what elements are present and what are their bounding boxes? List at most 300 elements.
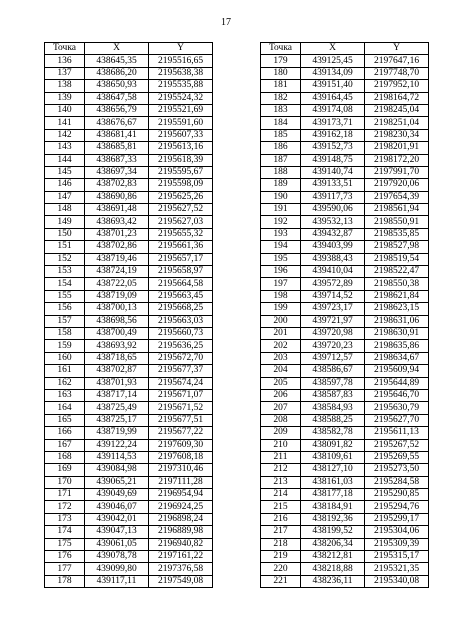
cell-y: 2198172,20	[365, 154, 429, 166]
cell-point: 141	[45, 117, 85, 129]
cell-point: 218	[261, 538, 301, 550]
cell-y: 2195671,07	[149, 389, 213, 401]
cell-x: 438206,34	[301, 538, 365, 550]
cell-x: 439432,87	[301, 228, 365, 240]
table-row	[45, 551, 213, 563]
cell-x: 438687,33	[85, 154, 149, 166]
cell-y: 2197748,70	[365, 67, 429, 79]
table-row	[45, 204, 213, 216]
cell-x: 438690,86	[85, 191, 149, 203]
cell-x: 438588,25	[301, 414, 365, 426]
cell-point: 166	[45, 427, 85, 439]
cell-y: 2195671,52	[149, 402, 213, 414]
cell-y: 2198230,34	[365, 129, 429, 141]
table-row	[261, 513, 429, 525]
cell-point: 216	[261, 513, 301, 525]
table-row	[45, 216, 213, 228]
cell-x: 439078,78	[85, 551, 149, 563]
cell-x: 438681,41	[85, 129, 149, 141]
table-row	[45, 278, 213, 290]
cell-y: 2195668,25	[149, 303, 213, 315]
cell-point: 185	[261, 129, 301, 141]
cell-x: 439133,51	[301, 179, 365, 191]
cell-point: 165	[45, 414, 85, 426]
cell-y: 2195644,89	[365, 377, 429, 389]
cell-point: 221	[261, 575, 301, 587]
cell-point: 197	[261, 278, 301, 290]
cell-y: 2198634,67	[365, 352, 429, 364]
table-row	[45, 513, 213, 525]
cell-y: 2195267,52	[365, 439, 429, 451]
cell-y: 2198630,91	[365, 327, 429, 339]
cell-point: 137	[45, 67, 85, 79]
cell-point: 171	[45, 489, 85, 501]
cell-y: 2195638,38	[149, 67, 213, 79]
table-row	[261, 451, 429, 463]
cell-point: 174	[45, 526, 85, 538]
table-row	[261, 563, 429, 575]
cell-point: 169	[45, 464, 85, 476]
cell-point: 202	[261, 340, 301, 352]
cell-point: 204	[261, 365, 301, 377]
cell-x: 439410,04	[301, 266, 365, 278]
cell-x: 438650,93	[85, 80, 149, 92]
cell-point: 170	[45, 476, 85, 488]
cell-point: 210	[261, 439, 301, 451]
cell-y: 2197376,58	[149, 563, 213, 575]
table-header-row	[45, 43, 213, 55]
cell-x: 439712,57	[301, 352, 365, 364]
cell-point: 146	[45, 179, 85, 191]
cell-y: 2198527,98	[365, 241, 429, 253]
cell-point: 151	[45, 241, 85, 253]
table-row	[45, 327, 213, 339]
cell-x: 439174,08	[301, 104, 365, 116]
cell-point: 153	[45, 266, 85, 278]
cell-point: 155	[45, 290, 85, 302]
cell-point: 147	[45, 191, 85, 203]
cell-y: 2197920,06	[365, 179, 429, 191]
cell-x: 438686,20	[85, 67, 149, 79]
cell-y: 2195294,76	[365, 501, 429, 513]
cell-x: 439148,75	[301, 154, 365, 166]
cell-x: 439162,18	[301, 129, 365, 141]
cell-x: 438701,93	[85, 377, 149, 389]
cell-point: 154	[45, 278, 85, 290]
cell-point: 195	[261, 253, 301, 265]
table-row	[45, 402, 213, 414]
cell-x: 438725,49	[85, 402, 149, 414]
cell-y: 2195646,70	[365, 389, 429, 401]
table-row	[261, 464, 429, 476]
cell-y: 2195661,36	[149, 241, 213, 253]
table-row	[261, 241, 429, 253]
cell-x: 438161,03	[301, 476, 365, 488]
cell-x: 438702,86	[85, 241, 149, 253]
cell-x: 439403,99	[301, 241, 365, 253]
cell-point: 201	[261, 327, 301, 339]
table-row	[45, 266, 213, 278]
cell-point: 193	[261, 228, 301, 240]
cell-y: 2196924,25	[149, 501, 213, 513]
header-x: X	[85, 43, 149, 55]
cell-y: 2195595,67	[149, 166, 213, 178]
table-row	[45, 142, 213, 154]
table-row	[45, 427, 213, 439]
table-row	[261, 278, 429, 290]
table-row	[45, 253, 213, 265]
cell-point: 220	[261, 563, 301, 575]
cell-x: 438091,82	[301, 439, 365, 451]
cell-point: 191	[261, 204, 301, 216]
header-y: Y	[365, 43, 429, 55]
cell-y: 2195627,70	[365, 414, 429, 426]
cell-y: 2198623,15	[365, 303, 429, 315]
coordinates-table-left	[44, 42, 213, 588]
table-row	[45, 389, 213, 401]
cell-x: 439532,13	[301, 216, 365, 228]
cell-y: 2195655,32	[149, 228, 213, 240]
header-x: X	[301, 43, 365, 55]
cell-y: 2195663,03	[149, 315, 213, 327]
cell-point: 212	[261, 464, 301, 476]
cell-x: 438700,13	[85, 303, 149, 315]
cell-x: 438184,91	[301, 501, 365, 513]
cell-point: 182	[261, 92, 301, 104]
cell-y: 2198621,84	[365, 290, 429, 302]
cell-y: 2195516,65	[149, 55, 213, 67]
cell-x: 438647,58	[85, 92, 149, 104]
cell-x: 439042,01	[85, 513, 149, 525]
cell-y: 2198550,38	[365, 278, 429, 290]
cell-y: 2198251,04	[365, 117, 429, 129]
cell-point: 188	[261, 166, 301, 178]
table-row	[45, 191, 213, 203]
table-row	[261, 365, 429, 377]
table-row	[45, 377, 213, 389]
cell-y: 2195630,79	[365, 402, 429, 414]
table-header-row	[261, 43, 429, 55]
cell-point: 214	[261, 489, 301, 501]
cell-x: 438719,09	[85, 290, 149, 302]
cell-x: 438127,10	[301, 464, 365, 476]
cell-y: 2195636,25	[149, 340, 213, 352]
cell-x: 439047,13	[85, 526, 149, 538]
table-row	[45, 501, 213, 513]
table-row	[261, 142, 429, 154]
cell-x: 438717,14	[85, 389, 149, 401]
cell-y: 2197161,22	[149, 551, 213, 563]
cell-y: 2196889,98	[149, 526, 213, 538]
cell-x: 438701,23	[85, 228, 149, 240]
cell-x: 438719,46	[85, 253, 149, 265]
table-row	[261, 80, 429, 92]
cell-point: 172	[45, 501, 85, 513]
page-number: 17	[221, 17, 231, 28]
cell-x: 438109,61	[301, 451, 365, 463]
cell-y: 2195290,85	[365, 489, 429, 501]
cell-y: 2195663,45	[149, 290, 213, 302]
cell-x: 439572,89	[301, 278, 365, 290]
cell-x: 439122,24	[85, 439, 149, 451]
cell-y: 2195269,55	[365, 451, 429, 463]
cell-point: 150	[45, 228, 85, 240]
cell-y: 2197608,18	[149, 451, 213, 463]
cell-point: 217	[261, 526, 301, 538]
table-row	[45, 55, 213, 67]
table-row	[45, 575, 213, 587]
cell-x: 438212,81	[301, 551, 365, 563]
cell-point: 180	[261, 67, 301, 79]
table-row	[45, 451, 213, 463]
cell-point: 179	[261, 55, 301, 67]
cell-x: 439065,21	[85, 476, 149, 488]
cell-x: 438693,42	[85, 216, 149, 228]
cell-x: 439151,40	[301, 80, 365, 92]
cell-y: 2195657,17	[149, 253, 213, 265]
table-row	[261, 303, 429, 315]
table-row	[261, 104, 429, 116]
table-row	[261, 402, 429, 414]
cell-x: 439114,53	[85, 451, 149, 463]
cell-y: 2197654,39	[365, 191, 429, 203]
header-point: Точка	[261, 43, 301, 55]
cell-y: 2195613,16	[149, 142, 213, 154]
table-row	[261, 315, 429, 327]
cell-y: 2198550,91	[365, 216, 429, 228]
cell-y: 2198561,94	[365, 204, 429, 216]
table-row	[45, 67, 213, 79]
cell-y: 2198535,85	[365, 228, 429, 240]
cell-point: 183	[261, 104, 301, 116]
cell-y: 2198201,91	[365, 142, 429, 154]
table-row	[261, 389, 429, 401]
cell-y: 2195299,17	[365, 513, 429, 525]
cell-point: 143	[45, 142, 85, 154]
cell-x: 439046,07	[85, 501, 149, 513]
cell-x: 439388,43	[301, 253, 365, 265]
table-row	[261, 166, 429, 178]
cell-y: 2195273,50	[365, 464, 429, 476]
cell-x: 439099,80	[85, 563, 149, 575]
cell-point: 140	[45, 104, 85, 116]
header-y: Y	[149, 43, 213, 55]
table-row	[261, 352, 429, 364]
table-row	[45, 340, 213, 352]
cell-x: 439720,98	[301, 327, 365, 339]
cell-x: 438725,17	[85, 414, 149, 426]
table-row	[261, 67, 429, 79]
table-row	[261, 129, 429, 141]
cell-x: 439117,73	[301, 191, 365, 203]
table-row	[261, 228, 429, 240]
cell-x: 439152,73	[301, 142, 365, 154]
table-row	[45, 476, 213, 488]
cell-point: 158	[45, 327, 85, 339]
table-row	[261, 117, 429, 129]
cell-x: 438656,79	[85, 104, 149, 116]
cell-point: 136	[45, 55, 85, 67]
table-row	[45, 154, 213, 166]
table-row	[45, 439, 213, 451]
cell-x: 439084,98	[85, 464, 149, 476]
cell-x: 438645,35	[85, 55, 149, 67]
cell-point: 159	[45, 340, 85, 352]
cell-x: 438697,34	[85, 166, 149, 178]
cell-y: 2197991,70	[365, 166, 429, 178]
cell-y: 2197647,16	[365, 55, 429, 67]
cell-point: 139	[45, 92, 85, 104]
cell-y: 2195609,94	[365, 365, 429, 377]
table-row	[45, 129, 213, 141]
table-row	[45, 290, 213, 302]
cell-x: 439714,52	[301, 290, 365, 302]
cell-y: 2195627,52	[149, 204, 213, 216]
table-row	[261, 501, 429, 513]
table-row	[261, 476, 429, 488]
table-row	[45, 179, 213, 191]
table-row	[261, 266, 429, 278]
cell-point: 189	[261, 179, 301, 191]
cell-y: 2197952,10	[365, 80, 429, 92]
table-row	[261, 538, 429, 550]
cell-x: 438177,18	[301, 489, 365, 501]
cell-point: 211	[261, 451, 301, 463]
cell-point: 200	[261, 315, 301, 327]
cell-y: 2197111,28	[149, 476, 213, 488]
cell-point: 164	[45, 402, 85, 414]
table-row	[261, 414, 429, 426]
cell-point: 161	[45, 365, 85, 377]
cell-x: 439061,05	[85, 538, 149, 550]
cell-x: 438236,11	[301, 575, 365, 587]
cell-y: 2195315,17	[365, 551, 429, 563]
table-row	[261, 154, 429, 166]
table-row	[45, 489, 213, 501]
table-row	[45, 315, 213, 327]
cell-x: 438719,99	[85, 427, 149, 439]
cell-x: 438698,56	[85, 315, 149, 327]
cell-x: 438722,05	[85, 278, 149, 290]
table-row	[261, 179, 429, 191]
cell-y: 2195309,39	[365, 538, 429, 550]
cell-point: 192	[261, 216, 301, 228]
cell-point: 157	[45, 315, 85, 327]
cell-point: 178	[45, 575, 85, 587]
table-row	[45, 303, 213, 315]
cell-point: 142	[45, 129, 85, 141]
table-row	[45, 414, 213, 426]
cell-y: 2197310,46	[149, 464, 213, 476]
cell-y: 2195340,08	[365, 575, 429, 587]
cell-y: 2198631,06	[365, 315, 429, 327]
table-row	[261, 340, 429, 352]
cell-point: 198	[261, 290, 301, 302]
cell-y: 2198522,47	[365, 266, 429, 278]
cell-point: 209	[261, 427, 301, 439]
table-row	[261, 55, 429, 67]
cell-x: 438676,67	[85, 117, 149, 129]
cell-point: 215	[261, 501, 301, 513]
cell-y: 2195607,33	[149, 129, 213, 141]
cell-x: 439140,74	[301, 166, 365, 178]
table-row	[261, 216, 429, 228]
cell-point: 187	[261, 154, 301, 166]
table-row	[45, 166, 213, 178]
cell-x: 438199,52	[301, 526, 365, 538]
cell-y: 2197549,08	[149, 575, 213, 587]
cell-y: 2195664,58	[149, 278, 213, 290]
cell-point: 162	[45, 377, 85, 389]
cell-y: 2195618,39	[149, 154, 213, 166]
cell-x: 439720,23	[301, 340, 365, 352]
cell-point: 148	[45, 204, 85, 216]
cell-y: 2198635,86	[365, 340, 429, 352]
cell-x: 438702,83	[85, 179, 149, 191]
cell-x: 438693,92	[85, 340, 149, 352]
cell-point: 199	[261, 303, 301, 315]
cell-y: 2195677,37	[149, 365, 213, 377]
cell-x: 438587,83	[301, 389, 365, 401]
table-row	[45, 538, 213, 550]
cell-x: 439049,69	[85, 489, 149, 501]
cell-x: 438586,67	[301, 365, 365, 377]
table-row	[261, 489, 429, 501]
cell-point: 176	[45, 551, 85, 563]
cell-point: 168	[45, 451, 85, 463]
coordinates-table-right	[260, 42, 429, 588]
table-row	[45, 563, 213, 575]
cell-y: 2195672,70	[149, 352, 213, 364]
cell-x: 438691,48	[85, 204, 149, 216]
table-row	[45, 80, 213, 92]
cell-point: 196	[261, 266, 301, 278]
cell-point: 177	[45, 563, 85, 575]
cell-y: 2196898,24	[149, 513, 213, 525]
cell-point: 144	[45, 154, 85, 166]
cell-x: 439117,11	[85, 575, 149, 587]
cell-point: 138	[45, 80, 85, 92]
table-row	[261, 439, 429, 451]
table-row	[261, 327, 429, 339]
cell-y: 2198245,04	[365, 104, 429, 116]
table-row	[261, 204, 429, 216]
table-row	[261, 551, 429, 563]
cell-point: 160	[45, 352, 85, 364]
cell-y: 2195660,73	[149, 327, 213, 339]
table-row	[45, 104, 213, 116]
cell-x: 438702,87	[85, 365, 149, 377]
cell-point: 173	[45, 513, 85, 525]
cell-y: 2195304,06	[365, 526, 429, 538]
cell-x: 438582,78	[301, 427, 365, 439]
cell-y: 2198519,54	[365, 253, 429, 265]
cell-y: 2195524,32	[149, 92, 213, 104]
cell-point: 175	[45, 538, 85, 550]
cell-x: 439721,97	[301, 315, 365, 327]
cell-point: 152	[45, 253, 85, 265]
cell-x: 438597,78	[301, 377, 365, 389]
table-row	[45, 117, 213, 129]
cell-x: 439590,06	[301, 204, 365, 216]
cell-point: 219	[261, 551, 301, 563]
cell-point: 145	[45, 166, 85, 178]
cell-y: 2195598,09	[149, 179, 213, 191]
cell-x: 438584,93	[301, 402, 365, 414]
table-row	[261, 575, 429, 587]
cell-y: 2195674,24	[149, 377, 213, 389]
cell-point: 156	[45, 303, 85, 315]
